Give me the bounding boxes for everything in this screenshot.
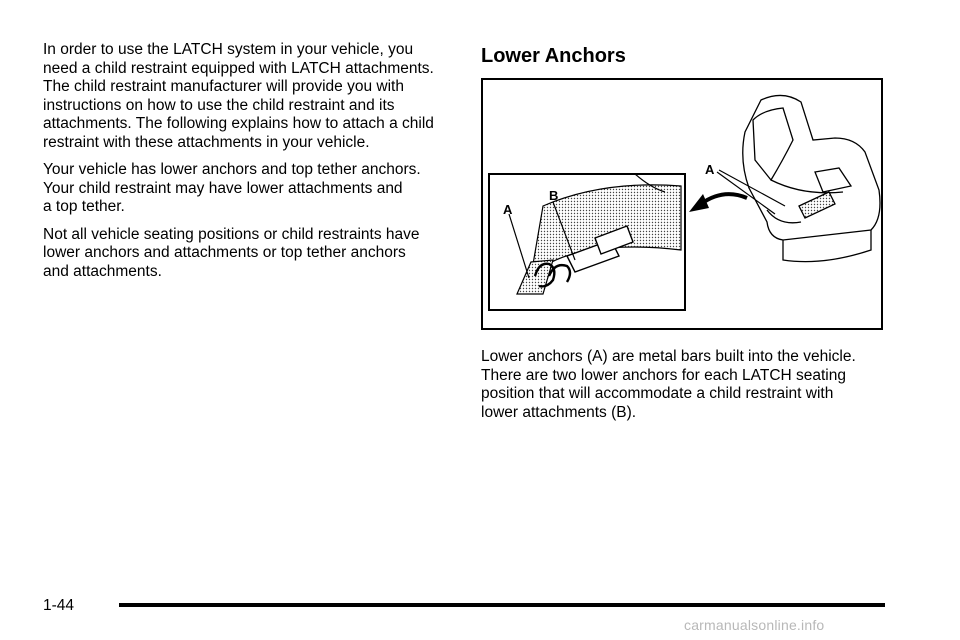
text-line: Your child restraint may have lower attachments and <box>43 179 403 197</box>
paragraph-anchors <box>43 161 458 217</box>
text-line: Your vehicle has lower anchors and top tether anchors. <box>43 161 421 178</box>
seat-drawing <box>743 95 880 261</box>
text-line: In order to use the LATCH system in your vehicle, you <box>43 41 414 58</box>
paragraph-lower-anchors <box>481 348 901 422</box>
text-line: restraint with these attachments in your vehicle. <box>43 133 370 151</box>
footer-rule <box>119 603 885 607</box>
text-line: lower anchors and attachments or top tether anchors <box>43 244 406 261</box>
page-number: 1-44 <box>43 597 75 614</box>
text-line: Not all vehicle seating positions or child restraints have <box>43 225 420 243</box>
right-column <box>481 44 901 431</box>
left-column <box>43 41 458 290</box>
text-line: instructions on how to use the child restraint and its <box>43 96 395 114</box>
watermark: carmanualsonline.info <box>684 617 825 633</box>
paragraph-not-all-seats <box>43 226 458 282</box>
paragraph-latch-intro <box>43 41 458 152</box>
text-line: The child restraint manufacturer will provide you with <box>43 78 404 95</box>
text-line: and attachments. <box>43 262 162 280</box>
text-line: position that will accommodate a child restraint with <box>481 385 834 402</box>
text-line: lower attachments (B). <box>481 403 637 421</box>
text-line: a top tether. <box>43 198 125 215</box>
text-line: Lower anchors (A) are metal bars built into the vehicle. <box>481 348 856 365</box>
text-line: There are two lower anchors for each LATCH seating <box>481 366 846 384</box>
text-line: attachments. The following explains how to attach a child <box>43 115 434 132</box>
section-heading: Lower Anchors <box>481 45 626 67</box>
label-a-inset: A <box>503 202 513 217</box>
label-b-inset: B <box>549 188 559 203</box>
lower-anchors-illustration <box>481 78 883 330</box>
curved-arrow-icon <box>689 194 747 212</box>
label-a-main: A <box>705 162 715 177</box>
inset-detail-box <box>489 174 685 310</box>
text-line: need a child restraint equipped with LATCH attachments. <box>43 59 434 77</box>
